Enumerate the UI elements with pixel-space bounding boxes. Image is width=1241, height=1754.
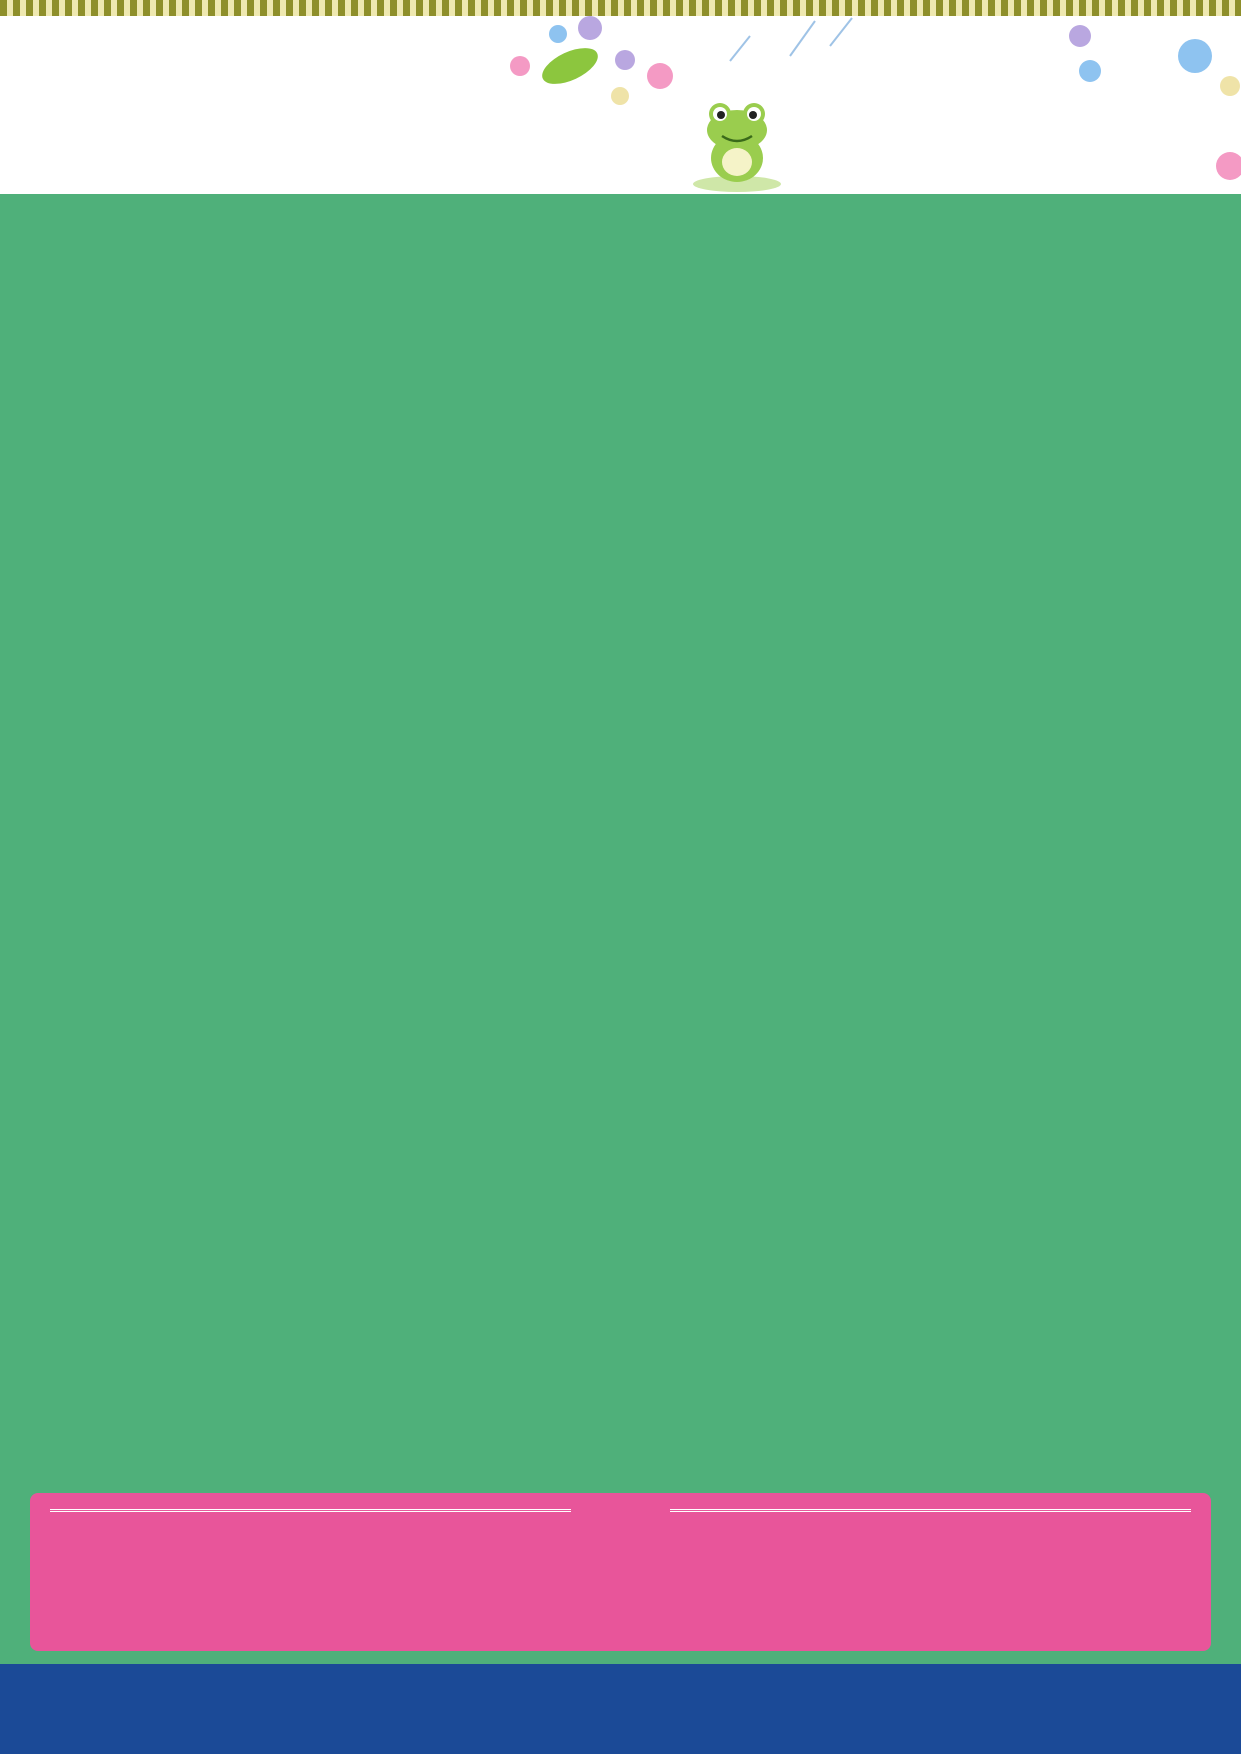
divider <box>670 1509 1191 1512</box>
event-conditions <box>30 1587 1211 1603</box>
frog-mascot-icon <box>692 100 782 192</box>
footer <box>0 1664 1241 1754</box>
header <box>0 16 1241 194</box>
divider <box>50 1509 571 1512</box>
event-lessons-panel <box>30 1493 1211 1651</box>
top-stripe-border <box>0 0 1241 16</box>
hydrangea-flowers-decoration <box>470 16 1241 194</box>
